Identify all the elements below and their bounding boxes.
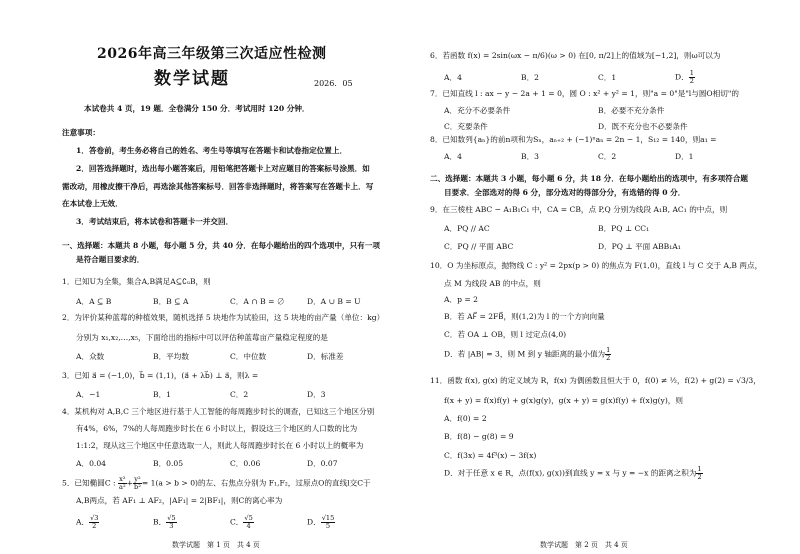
q8-option-d: D．1 [675,152,694,161]
q8-option-a: A．4 [444,152,462,161]
note-line: 2．回答选择题时，选出每小题答案后，用铅笔把答题卡上对应题目的答案标号涂黑．如 [76,164,370,173]
q5-option-a: A． $\frac{√3}{2}$ [76,514,99,530]
q5-option-c: C． $\frac{√5}{4}$ [230,514,253,530]
ellipse-term-x: $\frac{\text{x²}}{\text{a²}}$ [119,475,126,491]
subject-title: 数学试题 [154,69,230,89]
question-2-cont: 分别为 x₁,x₂,…,x₅，下面给出的指标中可以评估种蓝莓亩产量稳定程度的是 [76,333,328,342]
q7-option-c: C．充要条件 [444,122,488,131]
q7-option-b: B．必要不充分条件 [598,106,665,115]
note-line: 需改动，用橡皮擦干净后，再选涂其他答案标号．回答非选择题时，将答案写在答题卡上．写 [62,182,374,191]
q9-option-d: D．PQ ⊥ 平面 ABB₁A₁ [598,242,681,251]
q11-option-d: D．对于任意 x ∈ R，点(f(x), g(x))到直线 y = x 与 y = −x 的距离之积为 $\frac{1}{2}$ [444,465,702,481]
question-8: 8．已知数列{aₙ}的前n项和为Sₙ，aₙ₊₂ + (−1)ⁿaₙ = 2n − 1，S₁₂ = 140，则a₁ = [430,135,717,144]
note-line: 在本试卷上无效． [62,199,123,208]
q4-option-c: C．0.06 [230,459,261,468]
q4-option-d: D．0.07 [307,459,338,468]
section-2-heading: 二、选择题：本题共 3 小题，每小题 6 分，共 18 分．在每小题给出的选项中，有多项符合题 [430,174,748,183]
q5-option-d: D． $\frac{√15}{5}$ [307,514,335,530]
question-4-cont: 1:1:2，现从这三个地区中任意选取一人，则此人每周跑步时长在 6 小时以上的概率为 [76,441,364,450]
q9-option-a: A．PQ // AC [444,224,490,233]
q2-option-b: B．平均数 [153,352,189,361]
question-10: 10．O 为坐标原点，抛物线 C : y² = 2px(p > 0) 的焦点为 F(1,0)，直线 l 与 C 交于 A,B 两点， [430,261,763,270]
q6-option-b: B．2 [521,73,540,82]
question-7: 7．已知直线 l : ax − y − 2a + 1 = 0，圆 O : x² + y² = 1，则"a = 0"是"l与圆O相切"的 [430,89,739,98]
question-5: 5．已知椭圆C : $\frac{\text{x²}}{\text{a²}}$ + $\frac{\text{y²}}{\text{b²}}$ = 1(a > b > 0)的左、右焦点分别为 F₁,F₂，过原点O的直线l交C于 [62,475,371,491]
ellipse-term-y: $\frac{\text{y²}}{\text{b²}}$ [133,475,141,491]
question-6: 6．若函数 f(x) = 2sin(ωx − π/6)(ω > 0) 在[0, π/2]上的值域为[−1,2]，则ω可以为 [430,51,721,60]
q1-option-d: D．A ∪ B = U [307,297,361,306]
q4-option-b: B．0.05 [153,459,184,468]
page-footer: 数学试题 第 1 页 共 4 页 [172,541,260,549]
q3-option-a: A．−1 [76,390,101,399]
q11-option-b: B．f(8) − g(8) = 9 [444,432,514,441]
question-11: 11．函数 f(x), g(x) 的定义域为 R，f(x) 为偶函数且恒大于 0，f(0) ≠ ½，f(2) + g(2) = √3/3， [430,376,761,385]
q1-option-a: A．A ⊆ B [76,297,112,306]
question-4-cont: 有4%，6%，7%的人每周跑步时长在 6 小时以上，假设这三个地区的人口数的比为 [76,424,358,433]
q6-option-d: D． $\frac{1}{2}$ [675,69,694,85]
q8-option-c: C．2 [598,152,617,161]
q2-option-a: A．众数 [76,352,105,361]
question-2: 2．为评价某种蓝莓的种植效果，随机选择 5 块地作为试验田，这 5 块地的亩产量（单位：kg） [62,313,385,322]
question-11-cont: f(x + y) = f(x)f(y) + g(x)g(y)，g(x + y) = g(x)f(y) + f(x)g(y)，则 [444,396,683,405]
q2-option-d: D．标准差 [307,352,344,361]
question-5-cont: A,B两点，若 AF₁ ⊥ AF₂，|AF₁| = 2|BF₁|，则C的离心率为 [76,496,283,505]
question-10-cont: 点 M 为线段 AB 的中点，则 [444,279,541,288]
question-3: 3．已知 a⃗ = (−1,0)，b⃗ = (1,1)，(a⃗ + λb⃗) ⊥ a⃗，则λ = [62,371,259,380]
q9-option-c: C．PQ // 平面 ABC [444,242,514,251]
q1-option-c: C．A ∩ B = ∅ [230,297,285,306]
q11-option-a: A．f(0) = 2 [444,414,487,423]
q6-option-a: A．4 [444,73,462,82]
q5-option-b: B． $\frac{√5}{3}$ [153,514,176,530]
q10-option-b: B．若 AF⃗ = 2FB⃗，则(1,2)为 l 的一个方向向量 [444,312,605,321]
q8-option-b: B．3 [521,152,540,161]
exam-intro: 本试卷共 4 页，19 题．全卷满分 150 分．考试用时 120 分钟． [84,104,310,113]
note-line: 1．答卷前，考生务必将自己的姓名、考生号等填写在答题卡和试卷指定位置上． [76,146,348,155]
q10-option-a: A．p = 2 [444,295,478,304]
q3-option-d: D．3 [307,390,326,399]
section-2-heading-cont: 目要求．全部选对的得 6 分，部分选对的得部分分，有选错的得 0 分． [444,188,686,197]
exam-title: 2026年高三年级第三次适应性检测 [97,46,327,62]
page-footer: 数学试题 第 2 页 共 4 页 [540,541,628,549]
section-1-heading: 一、选择题：本题共 8 小题，每小题 5 分，共 40 分．在每小题给出的四个选项中，只有一项 [62,241,380,250]
section-1-heading-cont: 是符合题目要求的． [76,255,145,264]
q1-option-b: B．B ⊆ A [153,297,189,306]
page-2 [400,0,800,554]
notes-heading: 注意事项： [62,128,100,137]
q3-option-c: C．2 [230,390,249,399]
question-4: 4．某机构对 A,B,C 三个地区进行基于人工智能的每周跑步时长的调查，已知这三个地区分别 [62,407,375,416]
q7-option-d: D．既不充分也不必要条件 [598,122,688,131]
exam-date: 2026．05 [314,79,353,88]
q10-option-d: D．若 |AB| = 3，则 M 到 y 轴距离的最小值为 $\frac{1}{2}$ [444,346,611,362]
q6-option-c: C．1 [598,73,617,82]
q7-option-a: A．充分不必要条件 [444,106,511,115]
question-1: 1．已知U为全集，集合A,B满足A⊆∁ᵤB，则 [62,277,211,286]
q11-option-c: C．f(3x) = 4f³(x) − 3f(x) [444,451,537,460]
q2-option-c: C．中位数 [230,352,267,361]
q10-option-c: C．若 OA ⊥ OB，则 l 过定点(4,0) [444,330,567,339]
q9-option-b: B．PQ ⊥ CC₁ [598,224,650,233]
q3-option-b: B．1 [153,390,172,399]
note-line: 3．考试结束后，将本试卷和答题卡一并交回． [76,217,234,226]
q4-option-a: A．0.04 [76,459,106,468]
question-9: 9．在三棱柱 ABC − A₁B₁C₁ 中，CA = CB，点 P,Q 分别为线段 A₁B, AC₁ 的中点，则 [430,205,728,214]
